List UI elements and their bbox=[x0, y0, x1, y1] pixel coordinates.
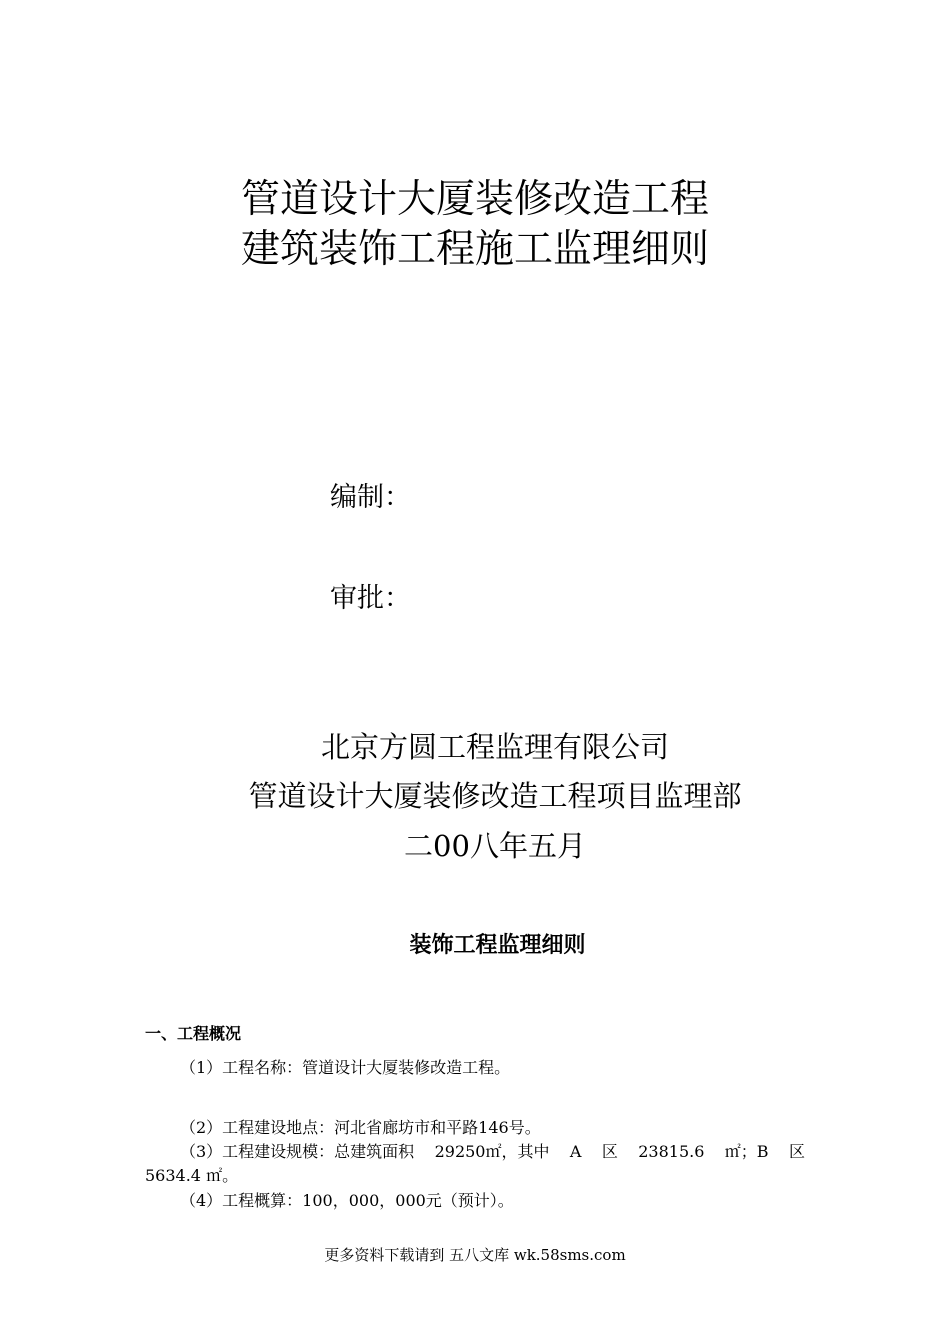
scale-word: 29250㎡，其中 bbox=[434, 1142, 550, 1161]
prepared-by-label: 编制： bbox=[330, 482, 411, 513]
scale-word: 23815.6 bbox=[638, 1142, 705, 1161]
scale-word: ㎡；B bbox=[724, 1142, 769, 1161]
scale-word: （3）工程建设规模：总建筑面积 bbox=[180, 1142, 415, 1161]
scale-word: 区 bbox=[601, 1142, 618, 1161]
document-title-line-1: 管道设计大厦装修改造工程 bbox=[240, 177, 709, 222]
company-name: 北京方圆工程监理有限公司 bbox=[320, 730, 669, 764]
approved-by-label: 审批： bbox=[330, 583, 411, 614]
project-budget-item: （4）工程概算：100，000，000元（预计）。 bbox=[180, 1191, 514, 1210]
footer-download-note: 更多资料下载请到 五八文库 wk.58sms.com bbox=[324, 1246, 626, 1264]
section-1-title: 一、工程概况 bbox=[145, 1024, 242, 1043]
project-name-item: （1）工程名称：管道设计大厦装修改造工程。 bbox=[180, 1058, 511, 1077]
document-title-line-2: 建筑装饰工程施工监理细则 bbox=[240, 227, 709, 272]
scale-word: 区 bbox=[788, 1142, 805, 1161]
department-name: 管道设计大厦装修改造工程项目监理部 bbox=[248, 779, 742, 813]
section-main-heading: 装饰工程监理细则 bbox=[409, 933, 586, 958]
project-scale-item bbox=[145, 1141, 805, 1163]
project-location-item: （2）工程建设地点：河北省廊坊市和平路146号。 bbox=[180, 1118, 541, 1137]
document-date: 二00八年五月 bbox=[404, 829, 586, 863]
scale-word: A bbox=[569, 1142, 582, 1161]
project-scale-item-continued: 5634.4 ㎡。 bbox=[145, 1166, 239, 1185]
